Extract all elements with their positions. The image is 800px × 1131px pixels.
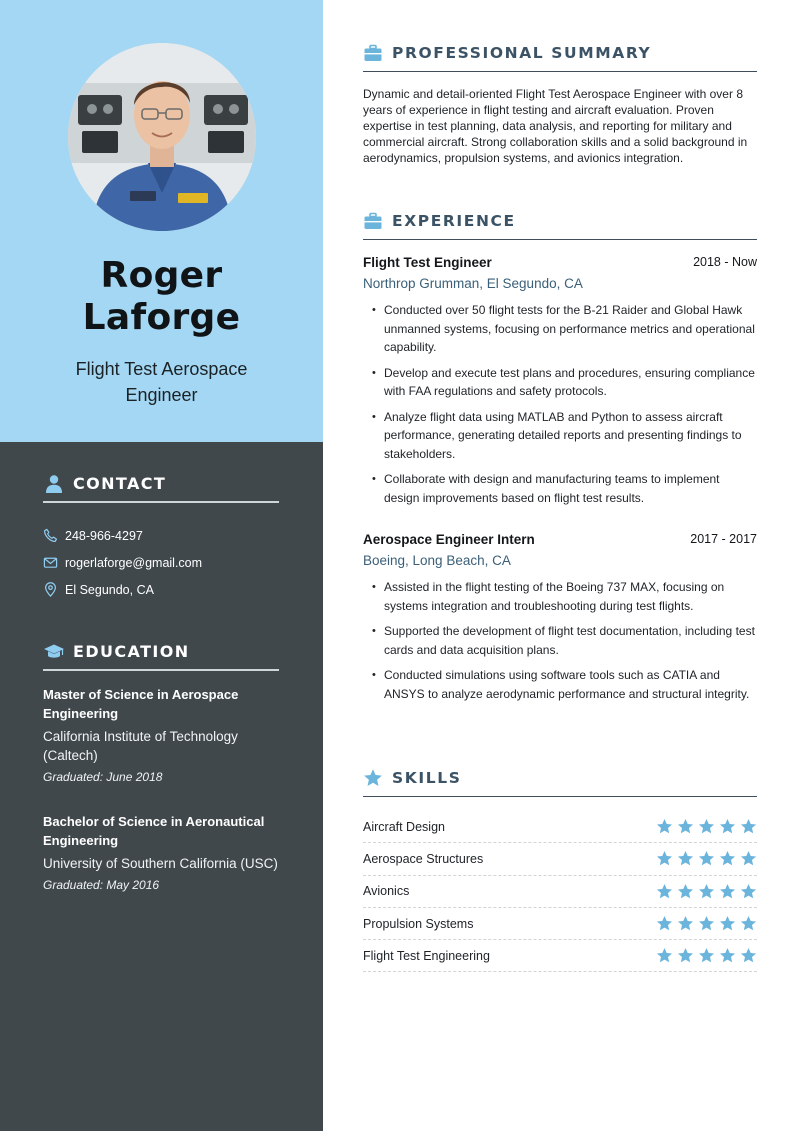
skill-name: Aircraft Design bbox=[363, 819, 445, 834]
location-text: El Segundo, CA bbox=[65, 582, 154, 597]
map-pin-icon bbox=[43, 582, 58, 597]
degree-title: Master of Science in Aerospace Engineering bbox=[43, 687, 239, 721]
education-item bbox=[43, 685, 288, 784]
summary-text: Dynamic and detail-oriented Flight Test Aerospace Engineer with over 8 years of experience in flight testing and aircraft evaluation. Proven expertise in test planning, data analysis, and reporting for military and commercial aircraft. Strong collaboration skills and a solid background in aerodynamics, propulsion systems, and avionics integration. bbox=[363, 87, 748, 165]
user-icon bbox=[43, 473, 65, 495]
job-company: Northrop Grumman, El Segundo, CA bbox=[363, 276, 583, 291]
star-filled-icon bbox=[740, 818, 757, 835]
star-filled-icon bbox=[698, 818, 715, 835]
star-filled-icon bbox=[740, 915, 757, 932]
last-name: Laforge bbox=[82, 297, 241, 338]
star-filled-icon bbox=[656, 850, 673, 867]
degree-title: Bachelor of Science in Aeronautical Engineering bbox=[43, 814, 265, 848]
star-filled-icon bbox=[698, 947, 715, 964]
phone-number: 248-966-4297 bbox=[65, 528, 143, 543]
skill-row bbox=[363, 843, 757, 875]
graduation-date: Graduated: June 2018 bbox=[43, 770, 163, 784]
star-filled-icon bbox=[656, 883, 673, 900]
star-filled-icon bbox=[740, 883, 757, 900]
job-bullet: • Supported the development of flight test documentation, including test cards and data acquisition plans. bbox=[374, 622, 756, 659]
job-dates: 2017 - 2017 bbox=[690, 532, 757, 546]
profile-photo bbox=[68, 43, 256, 231]
summary-heading-label: PROFESSIONAL SUMMARY bbox=[392, 44, 652, 62]
star-filled-icon bbox=[719, 850, 736, 867]
star-filled-icon bbox=[677, 818, 694, 835]
job-role: Flight Test Aerospace Engineer bbox=[75, 359, 248, 405]
job-title: Aerospace Engineer Intern bbox=[363, 532, 535, 547]
graduation-date: Graduated: May 2016 bbox=[43, 878, 160, 892]
star-filled-icon bbox=[677, 947, 694, 964]
star-filled-icon bbox=[677, 915, 694, 932]
contact-phone[interactable] bbox=[43, 528, 143, 543]
skill-rating bbox=[656, 883, 757, 900]
job-bullets bbox=[374, 578, 756, 710]
skills-heading bbox=[363, 767, 757, 797]
skill-row bbox=[363, 876, 757, 908]
school-name: University of Southern California (USC) bbox=[43, 856, 278, 871]
job-bullet: • Collaborate with design and manufacturing teams to implement design improvements based on flight test results. bbox=[374, 470, 756, 507]
star-filled-icon bbox=[698, 883, 715, 900]
envelope-icon bbox=[43, 555, 58, 570]
star-filled-icon bbox=[656, 818, 673, 835]
job-bullet: • Conducted over 50 flight tests for the B-21 Raider and Global Hawk unmanned systems, focusing on performance metrics and operational capability. bbox=[374, 301, 756, 357]
phone-icon bbox=[43, 528, 58, 543]
job-bullet: • Analyze flight data using MATLAB and Python to assess aircraft performance, generating detailed reports and presenting findings to stakeholders. bbox=[374, 408, 756, 464]
sidebar-bottom-panel bbox=[0, 442, 323, 1131]
email-address: rogerlaforge@gmail.com bbox=[65, 555, 203, 570]
experience-heading-label: EXPERIENCE bbox=[392, 212, 516, 230]
star-filled-icon bbox=[698, 915, 715, 932]
job-bullet: • Develop and execute test plans and procedures, ensuring compliance with FAA regulations and safety protocols. bbox=[374, 364, 756, 401]
star-filled-icon bbox=[719, 818, 736, 835]
skill-name: Propulsion Systems bbox=[363, 916, 474, 931]
contact-location bbox=[43, 582, 154, 597]
skill-rating bbox=[656, 818, 757, 835]
skill-name: Aerospace Structures bbox=[363, 851, 484, 866]
star-filled-icon bbox=[656, 915, 673, 932]
star-filled-icon bbox=[719, 947, 736, 964]
job-title: Flight Test Engineer bbox=[363, 255, 492, 270]
school-name: California Institute of Technology (Caltech) bbox=[43, 729, 238, 763]
education-item bbox=[43, 812, 288, 892]
star-filled-icon bbox=[677, 883, 694, 900]
star-filled-icon bbox=[719, 883, 736, 900]
star-filled-icon bbox=[740, 947, 757, 964]
star-filled-icon bbox=[677, 850, 694, 867]
skills-list bbox=[363, 811, 757, 972]
skill-rating bbox=[656, 947, 757, 964]
graduation-cap-icon bbox=[43, 641, 65, 663]
candidate-name bbox=[0, 255, 323, 339]
skill-name: Avionics bbox=[363, 884, 410, 899]
star-icon bbox=[363, 768, 383, 788]
star-filled-icon bbox=[719, 915, 736, 932]
contact-email[interactable] bbox=[43, 555, 202, 570]
education-heading bbox=[43, 641, 279, 671]
contact-heading bbox=[43, 473, 279, 503]
star-filled-icon bbox=[656, 947, 673, 964]
briefcase-icon bbox=[363, 211, 383, 231]
job-bullet: • Assisted in the flight testing of the Boeing 737 MAX, focusing on systems integration and troubleshooting during test flights. bbox=[374, 578, 756, 615]
skills-heading-label: SKILLS bbox=[392, 769, 462, 787]
skill-rating bbox=[656, 915, 757, 932]
first-name: Roger bbox=[100, 255, 223, 296]
summary-heading bbox=[363, 42, 757, 72]
job-dates: 2018 - Now bbox=[693, 255, 757, 269]
job-bullet: • Conducted simulations using software tools such as CATIA and ANSYS to analyze aerodynamic performance and structural integrity. bbox=[374, 666, 756, 703]
job-company: Boeing, Long Beach, CA bbox=[363, 553, 511, 568]
skill-rating bbox=[656, 850, 757, 867]
skill-name: Flight Test Engineering bbox=[363, 948, 490, 963]
star-filled-icon bbox=[740, 850, 757, 867]
star-filled-icon bbox=[698, 850, 715, 867]
education-heading-label: EDUCATION bbox=[73, 642, 190, 661]
job-bullets bbox=[374, 301, 756, 514]
skill-row bbox=[363, 908, 757, 940]
skill-row bbox=[363, 940, 757, 972]
skill-row bbox=[363, 811, 757, 843]
briefcase-icon bbox=[363, 43, 383, 63]
experience-heading bbox=[363, 210, 757, 240]
contact-heading-label: CONTACT bbox=[73, 474, 167, 493]
